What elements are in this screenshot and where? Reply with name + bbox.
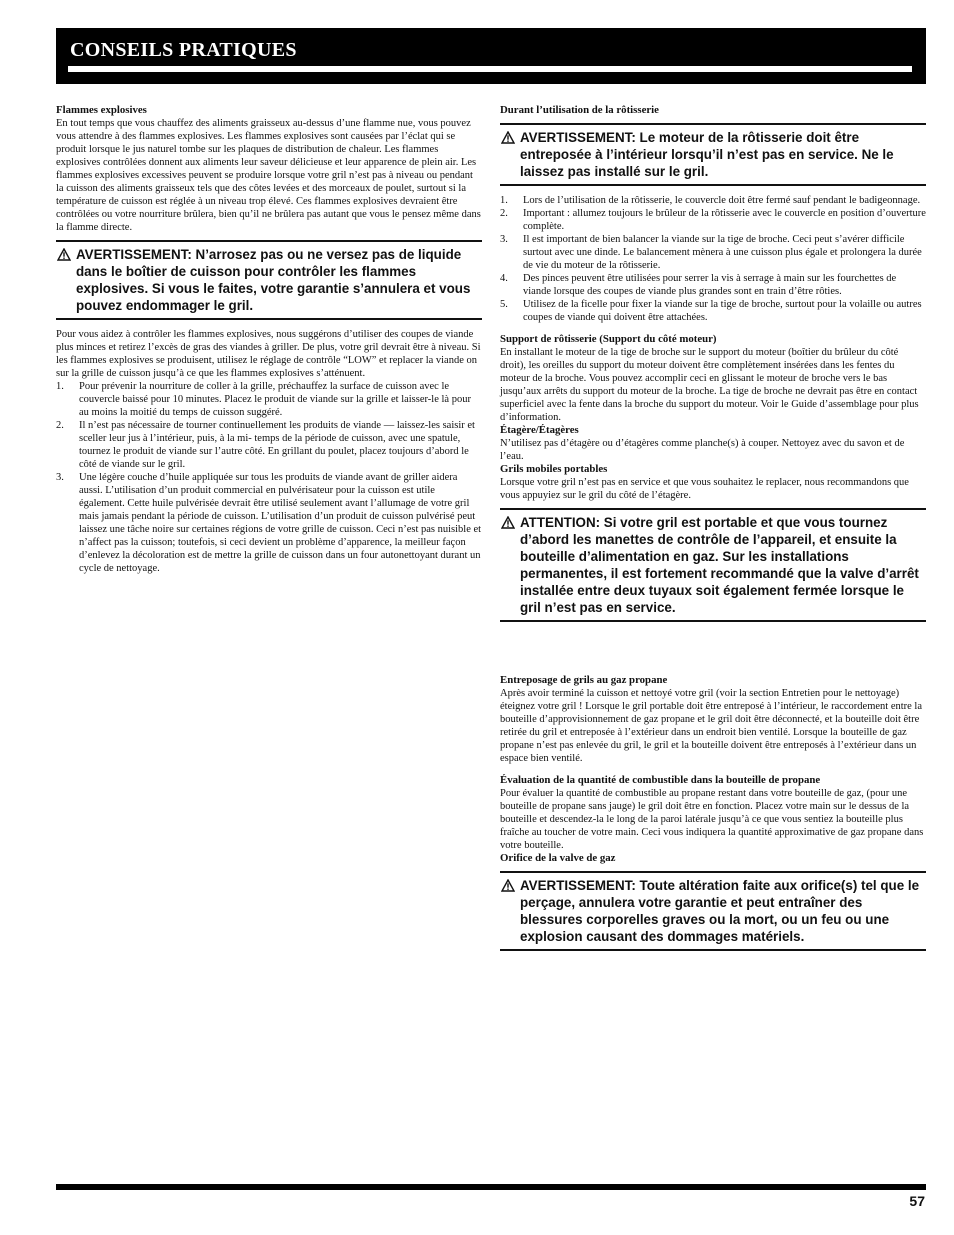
list-item: 5. Utilisez de la ficelle pour fixer la viande sur la tige de broche, surtout pour la volaille ou autres coupes de viande qui doivent être attachées. bbox=[500, 299, 922, 323]
list-item: 1. Pour prévenir la nourriture de coller à la grille, préchauffez la surface de cuisson avec le couvercle baissé pour 10 minutes. Placez le produit de viande sur la grille et laisser-le là pour au moins la moitié du temps de cuisson suggéré. bbox=[56, 381, 471, 418]
page-number: 57 bbox=[909, 1193, 925, 1209]
shelf-paragraph: N’utilisez pas d’étagère ou d’étagères comme planche(s) à couper. Nettoyez avec du savon et de l’eau. bbox=[500, 438, 905, 462]
storage-paragraph: Après avoir terminé la cuisson et nettoyé votre gril (voir la section Entretien pour le nettoyage) éteignez votre gril ! Lorsque le gril portable doit être entreposé à l’intérieur, le raccordement entre la bouteille d’approvisionnement de gaz propane et le gril doit être déconnecté, et la bouteille doit être retirée du gril et entreposée à l’extérieur dans un endroit bien ventilé. Lorsque la bouteille de gaz propane n’est pas enlevée du gril, le gril et la bouteille doivent être entreposés à l’extérieur dans un espace bien ventilé. bbox=[500, 688, 923, 764]
section-banner bbox=[56, 28, 926, 84]
rotisserie-heading: Durant l’utilisation de la rôtisserie bbox=[500, 104, 659, 116]
fuel-heading: Évaluation de la quantité de combustible dans la bouteille de propane bbox=[500, 774, 821, 786]
flare-paragraph: En tout temps que vous chauffez des aliments graisseux au-dessus d’une flamme nue, vous pouvez vous attendre à des flammes explosives. Les flammes explosives sont causées par l’éclat qui se produit lorsque le jus naturel tombe sur les plaques de distribution de chaleur. Les flammes explosives contrôlées donnent aux aliments leur saveur délicieuse et leur apparence de plein air. Les flammes explosives excessives peuvent se produire lorsque votre gril n’est pas à niveau ou pendant la cuisson des aliments graisseux tels que des côtes levées et des morceaux de poulet, surtout si la température de cuisson est réglée à un niveau trop élevé. Ces flammes explosives devraient être contrôlées ou votre nourriture brûlera, bien qu’il ne brûlera pas autant que vous le pensez même dans la flamme directe. bbox=[56, 118, 481, 233]
page-title: CONSEILS PRATIQUES bbox=[70, 39, 297, 61]
fuel-paragraph: Pour évaluer la quantité de combustible au propane restant dans votre bouteille de gaz, (pour une bouteille de propane sans jauge) le gril doit être en fonction. Placez votre main sur le dessus de la bouteille et descendez-la le long de la paroi latérale jusqu’à ce que vous sentiez la bouteille plus fraîche au toucher de votre main. Ceci vous indiquera la quantité approximative de gaz propane dans votre bouteille. bbox=[500, 788, 924, 851]
list-item: 2. Il n’est pas nécessaire de tourner continuellement les produits de viande — laissez-les saisir et sceller leur jus à l’intérieur, puis, à la mi- temps de la période de cuisson, avec une spatule, tournez le produit de viande sur l’autre côté. En grillant du poulet, placez toujours d’abord le côté de viande sur le gril. bbox=[56, 420, 475, 470]
attention-text: ATTENTION: Si votre gril est portable et que vous tournez d’abord les manettes de contrôle de l’appareil, et ensuite la bouteille d’alimentation en gaz. Sur les installations permanentes, il est fortement recommandé que la valve d’arrêt installée entre deux tuyaux soit également fermée lorsque le gril n’est pas en service. bbox=[520, 515, 919, 615]
warning-triangle-icon bbox=[501, 516, 515, 529]
shelf-heading: Étagère/Étagères bbox=[500, 424, 579, 436]
right-column bbox=[500, 104, 926, 951]
left-column bbox=[56, 104, 482, 575]
rotisserie-warning-box bbox=[500, 123, 926, 186]
list-item: 3. Il est important de bien balancer la viande sur la tige de broche. Ceci peut s’avérer difficile surtout avec une dinde. Le balancement mènera à une cuisson plus égale et prolongera la durée de vie du moteur de la rôtisserie. bbox=[500, 234, 922, 271]
list-item: 1. Lors de l’utilisation de la rôtisserie, le couvercle doit être fermé sauf pendant le badigeonnage. bbox=[500, 195, 921, 206]
orifice-warning-text: AVERTISSEMENT: Toute altération faite aux orifice(s) tel que le perçage, annulera votre garantie et peut entraîner des blessures corporelles graves ou la mort, ou un feu ou une explosion causant des dommages matériels. bbox=[520, 878, 920, 944]
banner-rule bbox=[68, 66, 912, 72]
tips-list bbox=[56, 380, 482, 575]
warning-triangle-icon bbox=[501, 879, 515, 892]
support-paragraph: En installant le moteur de la tige de broche sur le support du moteur (boîtier du brûleur du côté droit), les oreilles du support du moteur doivent être complètement insérées dans les fentes du moteur de la broche. Vous pouvez accomplir ceci en glissant le moteur de broche vers le bas jusqu’aux arrêts du support du moteur de la broche. La tige de broche ne devrait pas être en contact superficiel avec la fente dans la broche du support du moteur. Voir le Guide d’assemblage pour plus d’information. bbox=[500, 347, 919, 423]
control-paragraph: Pour vous aidez à contrôler les flammes explosives, nous suggérons d’utiliser des coupes de viande plus minces et retirez l’excès de gras des viandes à griller. De plus, votre gril devrait être à niveau. Si les flammes explosives se produisent, utilisez le réglage de contrôle “LOW” et replacer la viande on sur la grille de cuisson jusqu’à ce que les flammes explosives s’atténuent. bbox=[56, 329, 481, 379]
list-item: 4. Des pinces peuvent être utilisées pour serrer la vis à serrage à main sur les fourchettes de viande lorsque des coupes de viande plus grandes sont en train d’être rôties. bbox=[500, 273, 897, 297]
list-item: 3. Une légère couche d’huile appliquée sur tous les produits de viande avant de griller aidera aussi. L’utilisation d’un produit commercial en pulvérisateur pour la cuisson est utile également. Cette huile pulvérisée devrait être utilisé seulement avant l’allumage de votre gril mais jamais pendant la période de cuisson. L’utilisation d’un produit de cuisson pulvérisé peut laissez une tâche noire sur certaines régions de votre grille de cuisson. Ceci n’est pas nuisible et n’affect pas la cuisson; toutefois, si ceci devient un problème d’apparence, la meilleur façon d’enlevez la décoloration est de mettre la grille de cuisson dans un four autonettoyant durant un cycle de nettoyage. bbox=[56, 472, 482, 574]
rotisserie-warning-text: AVERTISSEMENT: Le moteur de la rôtisserie doit être entreposée à l’intérieur lorsqu’il n’est pas en service. Ne le laissez pas installé sur le gril. bbox=[520, 130, 894, 179]
orifice-warning-box bbox=[500, 871, 926, 951]
flare-heading: Flammes explosives bbox=[56, 104, 147, 116]
flare-warning-box bbox=[56, 240, 482, 320]
portable-paragraph: Lorsque votre gril n’est pas en service et que vous souhaitez le replacer, nous recommandons que vous appuyiez sur le gril du côté de l’étagère. bbox=[500, 477, 909, 501]
flare-warning-text: AVERTISSEMENT: N’arrosez pas ou ne versez pas de liquide dans le boîtier de cuisson pour contrôler les flammes explosives. Si vous le faites, votre garantie s’annulera et vous pouvez endommager le gril. bbox=[76, 247, 471, 313]
attention-box bbox=[500, 508, 926, 622]
support-heading: Support de rôtisserie (Support du côté moteur) bbox=[500, 333, 717, 345]
warning-triangle-icon bbox=[501, 131, 515, 144]
rotisserie-steps-list bbox=[500, 194, 926, 324]
portable-heading: Grils mobiles portables bbox=[500, 463, 608, 475]
orifice-heading: Orifice de la valve de gaz bbox=[500, 852, 616, 864]
footer-rule bbox=[56, 1184, 926, 1190]
storage-heading: Entreposage de grils au gaz propane bbox=[500, 674, 668, 686]
list-item: 2. Important : allumez toujours le brûleur de la rôtisserie avec le couvercle en position d’ouverture complète. bbox=[500, 208, 926, 232]
warning-triangle-icon bbox=[57, 248, 71, 261]
